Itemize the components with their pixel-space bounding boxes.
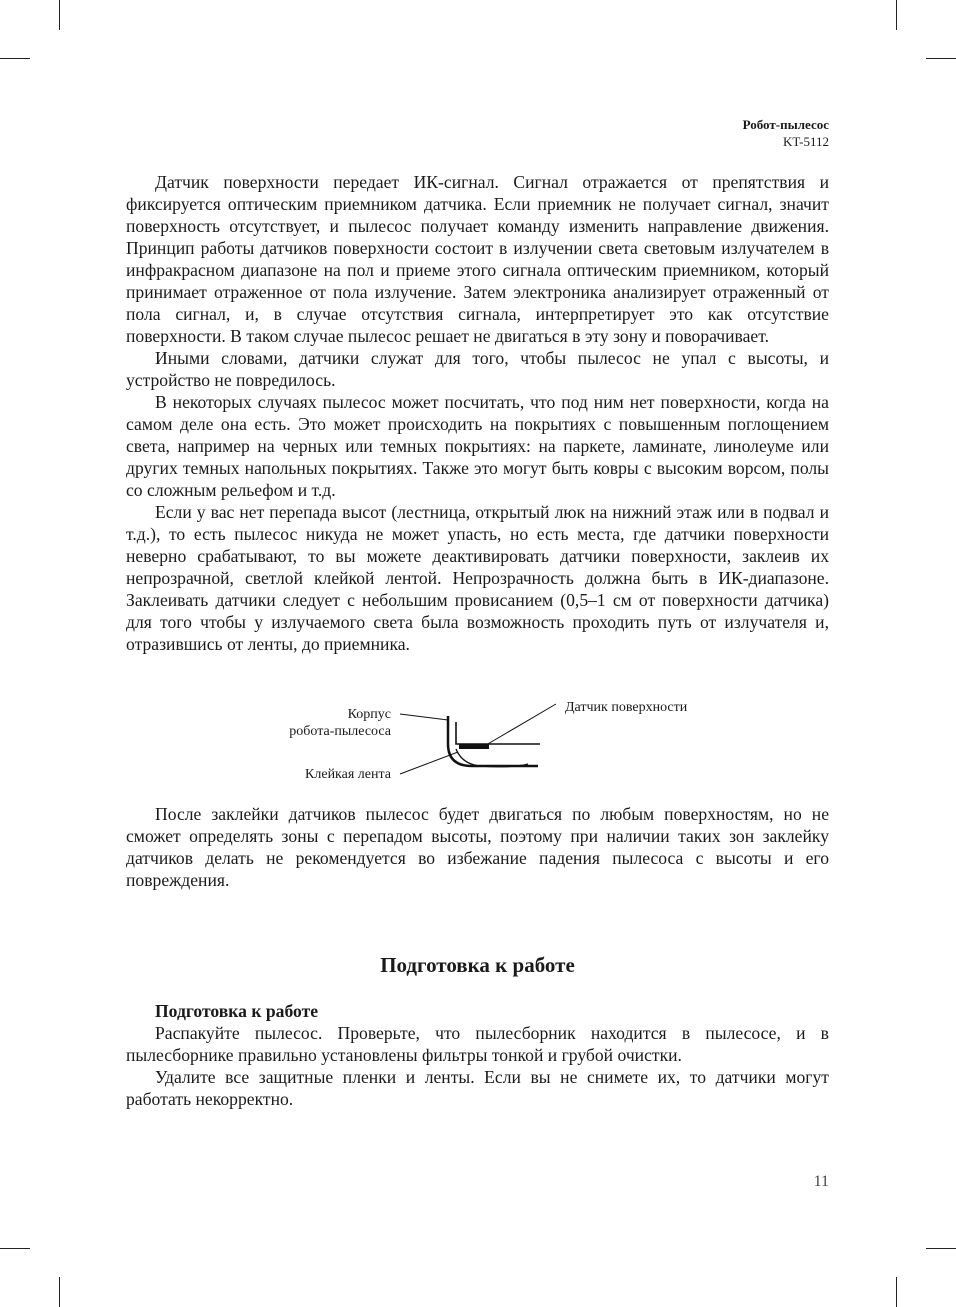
intro-text	[126, 171, 829, 655]
crop-mark	[0, 58, 30, 59]
crop-mark	[926, 1248, 956, 1249]
leader-line-body	[400, 714, 448, 720]
label-robot-body-line2: робота-пылесоса	[289, 724, 391, 739]
paragraph: Датчик поверхности передает ИК-сигнал. Сигнал отражается от препятствия и фиксируется оптическим приемником датчика. Если приемник не получает сигнал, значит поверхность отсутствует, и пылесос получает команду изменить направление движения. Принцип работы датчиков поверхности состоит в излучении света световым излучателем в инфракрасном диапазоне на пол и приеме этого сигнала оптическим приемником, который принимает отраженное от пола излучение. Затем электроника анализирует отраженный от пола сигнал, и, в случае отсутствия сигнала, интерпретирует это как отсутствие поверхности. В таком случае пылесос решает не двигаться в эту зону и поворачивает.	[126, 172, 829, 346]
crop-mark	[896, 0, 897, 30]
label-robot-body-line1: Корпус	[347, 707, 391, 722]
subsection-title: Подготовка к работе	[155, 1001, 319, 1021]
adhesive-tape	[456, 749, 528, 767]
header-title: Робот-пылесос	[742, 117, 829, 132]
paragraph: Распакуйте пылесос. Проверьте, что пылесборник находится в пылесосе, и в пылесборнике правильно установлены фильтры тонкой и грубой очистки.	[126, 1023, 829, 1065]
leader-line-tape	[400, 752, 458, 774]
paragraph: В некоторых случаях пылесос может посчитать, что под ним нет поверхности, когда на самом деле она есть. Это может происходить на покрытиях с повышенным поглощением света, например на черных или темных покрытиях: на паркете, ламинате, линолеуме или других темных напольных покрытиях. Также это могут быть ковры с высоким ворсом, полы со сложным рельефом и т.д.	[126, 392, 829, 500]
sensor-tape-diagram	[260, 694, 730, 794]
robot-body-inner	[456, 722, 540, 744]
crop-mark	[59, 0, 60, 30]
crop-mark	[0, 1248, 30, 1249]
sensor-block	[459, 744, 489, 749]
crop-mark	[59, 1277, 60, 1307]
crop-mark	[896, 1277, 897, 1307]
label-tape: Клейкая лента	[305, 767, 391, 782]
leader-line-sensor	[486, 704, 556, 745]
paragraph: Удалите все защитные пленки и ленты. Если вы не снимете их, то датчики могут работать некорректно.	[126, 1067, 829, 1109]
paragraph: Иными словами, датчики служат для того, чтобы пылесос не упал с высоты, и устройство не повредилось.	[126, 348, 829, 390]
section-title: Подготовка к работе	[380, 953, 575, 977]
running-header	[743, 116, 829, 150]
crop-mark	[926, 58, 956, 59]
paragraph: После заклейки датчиков пылесос будет двигаться по любым поверхностям, но не сможет определять зоны с перепадом высоты, поэтому при наличии таких зон заклейку датчиков делать не рекомендуется во избежание падения пылесоса с высоты и его повреждения.	[126, 804, 829, 890]
paragraph: Если у вас нет перепада высот (лестница, открытый люк на нижний этаж или в подвал и т.д.), то есть пылесос никуда не может упасть, но есть места, где датчики поверхности неверно срабатывают, то вы можете деактивировать датчики поверхности, заклеив их непрозрачной, светлой клейкой лентой. Непрозрачность должна быть в ИК-диапазоне. Заклеивать датчики следует с небольшим провисанием (0,5–1 см от поверхности датчика) для того чтобы у излучаемого света была возможность проходить путь от излучателя и, отразившись от ленты, до приемника.	[126, 502, 829, 654]
page-number: 11	[813, 1173, 829, 1190]
after-text	[126, 803, 829, 891]
label-robot-body	[260, 706, 391, 740]
label-sensor: Датчик поверхности	[565, 700, 688, 715]
prep-text	[126, 1000, 829, 1110]
header-model: KT-5112	[783, 134, 829, 149]
